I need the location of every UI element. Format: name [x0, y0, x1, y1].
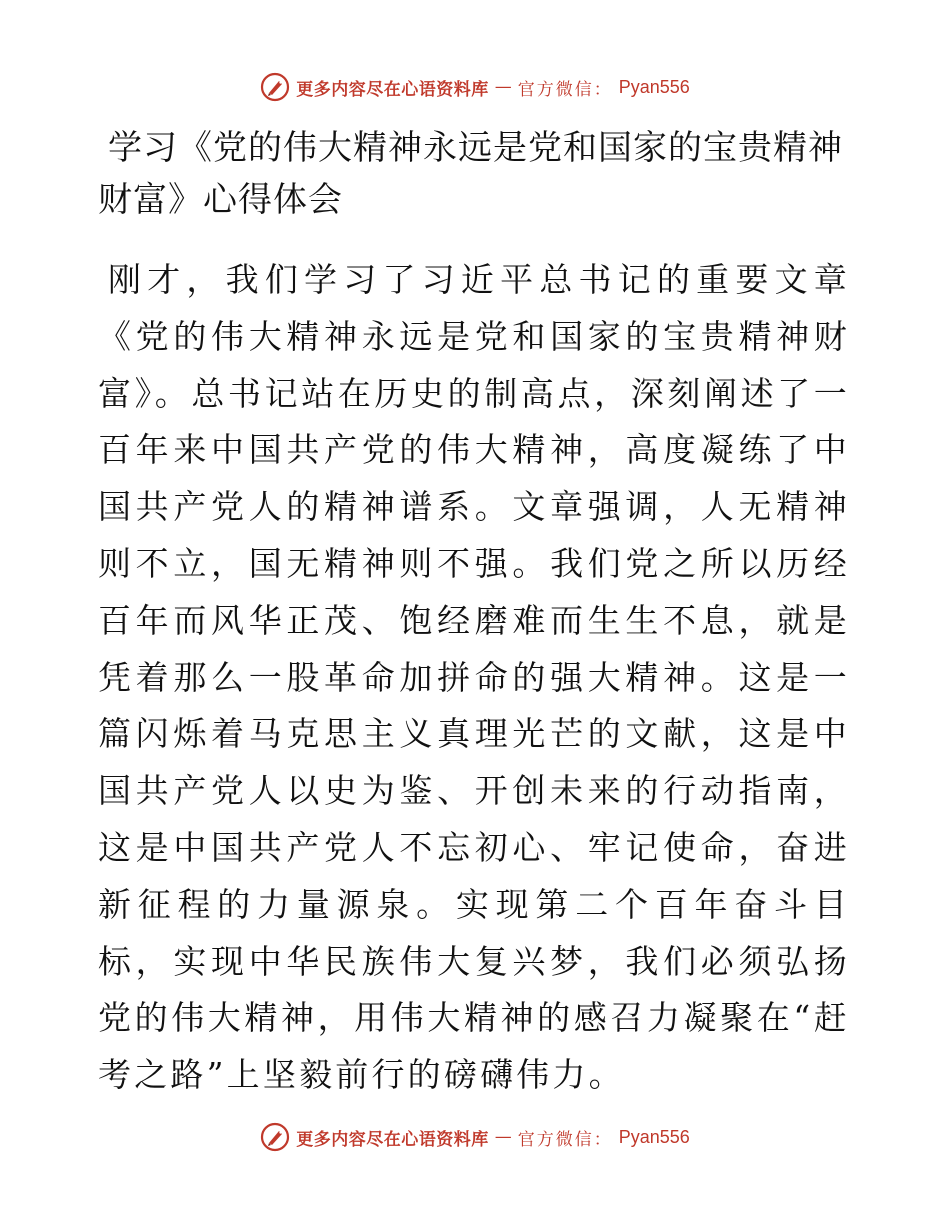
banner-wechat-label: 官方微信： [517, 79, 613, 100]
banner-brand-text: 更多内容尽在心语资料库 [296, 79, 489, 100]
header-banner [0, 72, 950, 102]
banner-separator: — [494, 1127, 512, 1147]
footer-banner [0, 1122, 950, 1152]
banner-separator: — [494, 77, 512, 97]
pen-nib-logo-icon [260, 1122, 290, 1152]
banner-wechat-label: 官方微信： [517, 1129, 613, 1150]
document-paragraph: 刚才，我们学习了习近平总书记的重要文章《党的伟大精神永远是党和国家的宝贵精神财富》。总书记站在历史的制高点，深刻阐述了一百年来中国共产党的伟大精神，高度凝练了中国共产党人的精神谱系。文章强调，人无精神则不立，国无精神则不强。我们党之所以历经百年而风华正茂、饱经磨难而生生不息，就是凭着那么一股革命加拼命的强大精神。这是一篇闪烁着马克思主义真理光芒的文献，这是中国共产党人以史为鉴、开创未来的行动指南，这是中国共产党人不忘初心、牢记使命，奋进新征程的力量源泉。实现第二个百年奋斗目标，实现中华民族伟大复兴梦，我们必须弘扬党的伟大精神，用伟大精神的感召力凝聚在“赶考之路”上坚毅前行的磅礴伟力。 [98, 260, 850, 1095]
banner-wechat-id: Pyan556 [618, 76, 690, 97]
pen-nib-logo-icon [260, 72, 290, 102]
banner-wechat-id: Pyan556 [618, 1126, 690, 1147]
banner-brand-text: 更多内容尽在心语资料库 [296, 1129, 489, 1150]
document-title: 学习《党的伟大精神永远是党和国家的宝贵精神财富》心得体会 [98, 128, 843, 220]
